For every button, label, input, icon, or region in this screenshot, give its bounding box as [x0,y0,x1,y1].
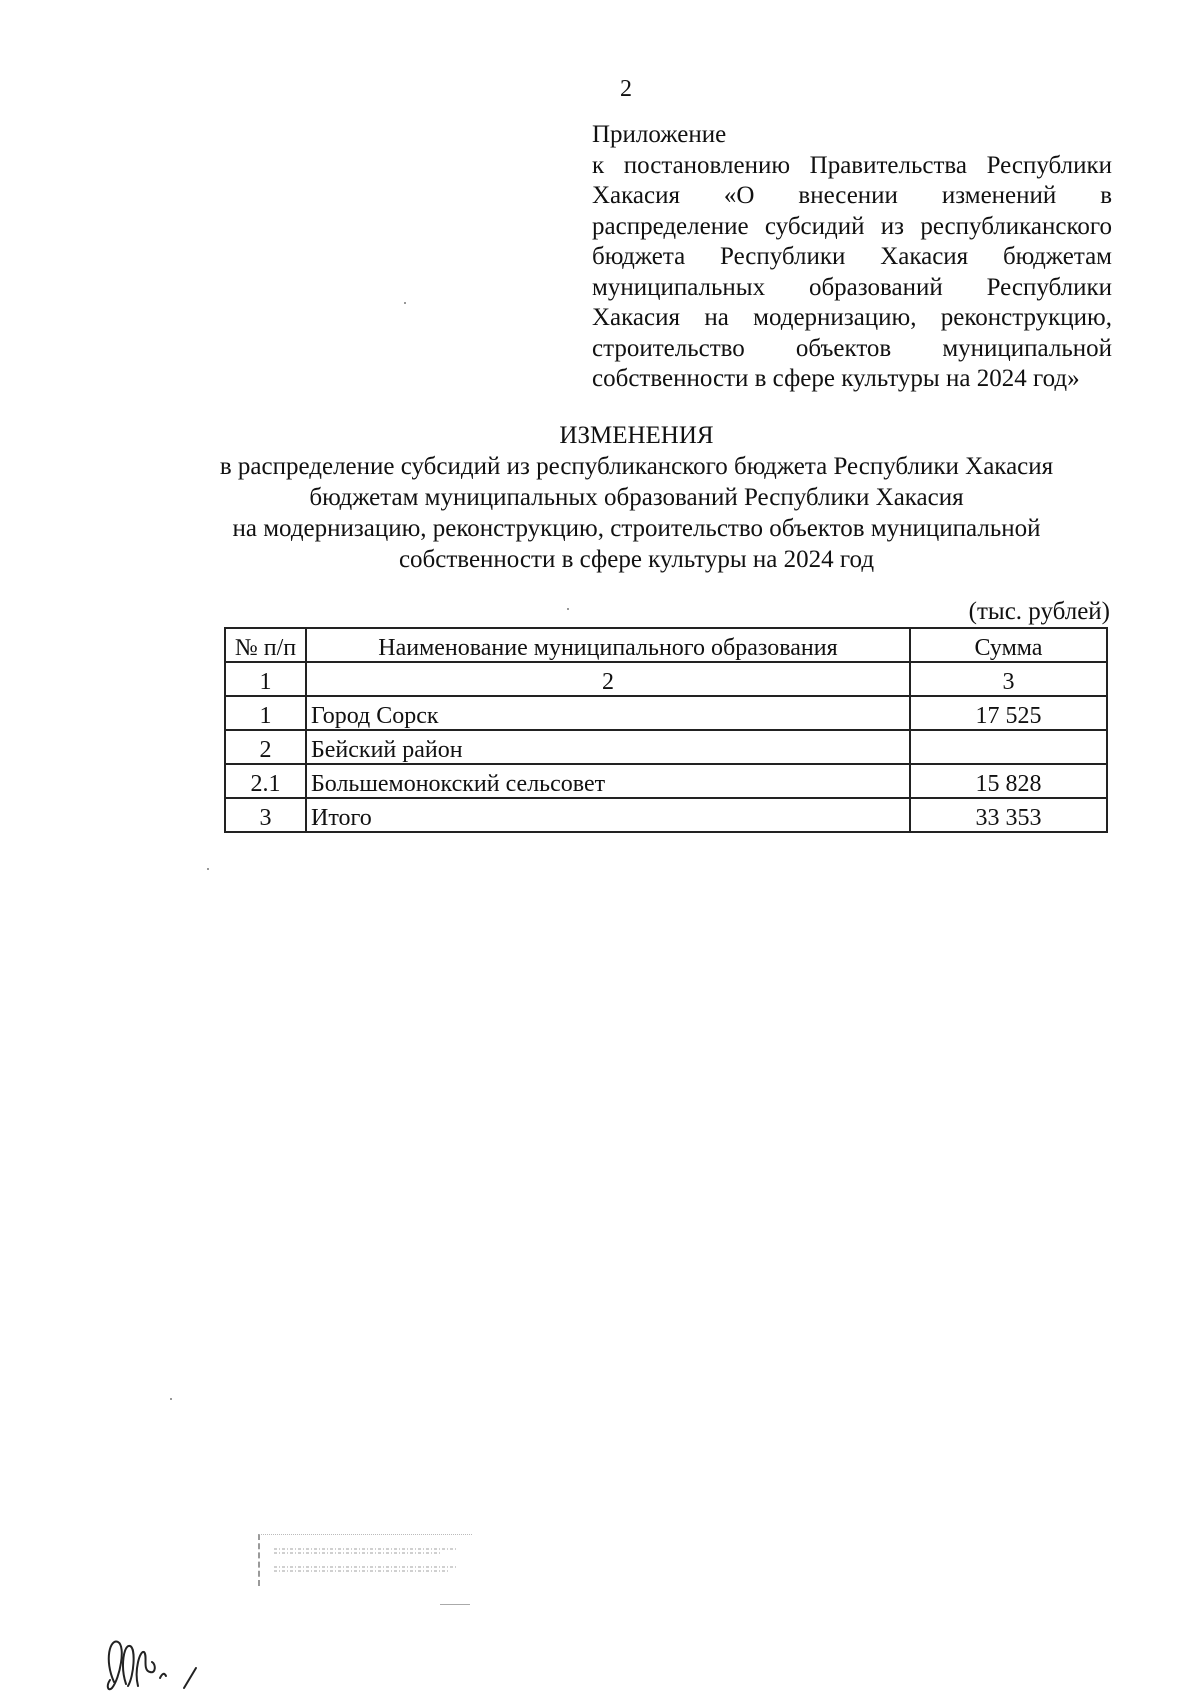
scan-speck [404,302,406,304]
scan-speck [207,868,209,870]
header-number: № п/п [225,628,306,662]
allocation-table [224,627,1108,833]
row-sum: 17 525 [910,696,1107,730]
column-number: 2 [306,662,910,696]
appendix-text: к постановлению Правительства Республики Хакасия «О внесении изменений в распределение субсидий из республиканского бюджета Республики Хакасия бюджетам муниципальных образований Республики Хакасия на модернизацию, реконструкцию, строительство объектов муниципальной собственности в сфере культуры на 2024 год» [592,151,1112,392]
table-row [225,696,1107,730]
stamp-texture [272,1541,462,1577]
scan-speck [170,1398,172,1400]
column-number: 3 [910,662,1107,696]
subtitle-line: на модернизацию, реконструкцию, строительство объектов муниципальной [232,515,1041,542]
subtitle-line: в распределение субсидий из республиканского бюджета Республики Хакасия [219,453,1054,480]
header-sum: Сумма [910,628,1107,662]
row-sum: 33 353 [910,798,1107,832]
row-sum [910,730,1107,764]
page-number: 2 [620,76,632,102]
row-name: Город Сорск [306,696,910,730]
column-number: 1 [225,662,306,696]
appendix-title: Приложение [592,121,727,148]
units-label: (тыс. рублей) [968,598,1110,625]
scan-speck [567,608,569,610]
document-title: ИЗМЕНЕНИЯ [559,422,714,449]
table-row-total [225,798,1107,832]
row-name: Итого [306,798,910,832]
table-row [225,730,1107,764]
stamp-underline [440,1604,470,1605]
row-sum: 15 828 [910,764,1107,798]
signature-mark [100,1630,210,1696]
row-number: 2.1 [225,764,306,798]
subtitle-line: бюджетам муниципальных образований Республики Хакасия [309,484,964,511]
appendix-block [592,120,1112,395]
document-subtitle [150,451,1123,575]
row-number: 2 [225,730,306,764]
row-name: Бейский район [306,730,910,764]
subtitle-line: собственности в сфере культуры на 2024 год [398,546,875,573]
registration-stamp [258,1534,472,1586]
table-row [225,764,1107,798]
row-number: 3 [225,798,306,832]
header-name: Наименование муниципального образования [306,628,910,662]
row-name: Большемонокский сельсовет [306,764,910,798]
table-header-row [225,628,1107,662]
column-number-row [225,662,1107,696]
row-number: 1 [225,696,306,730]
